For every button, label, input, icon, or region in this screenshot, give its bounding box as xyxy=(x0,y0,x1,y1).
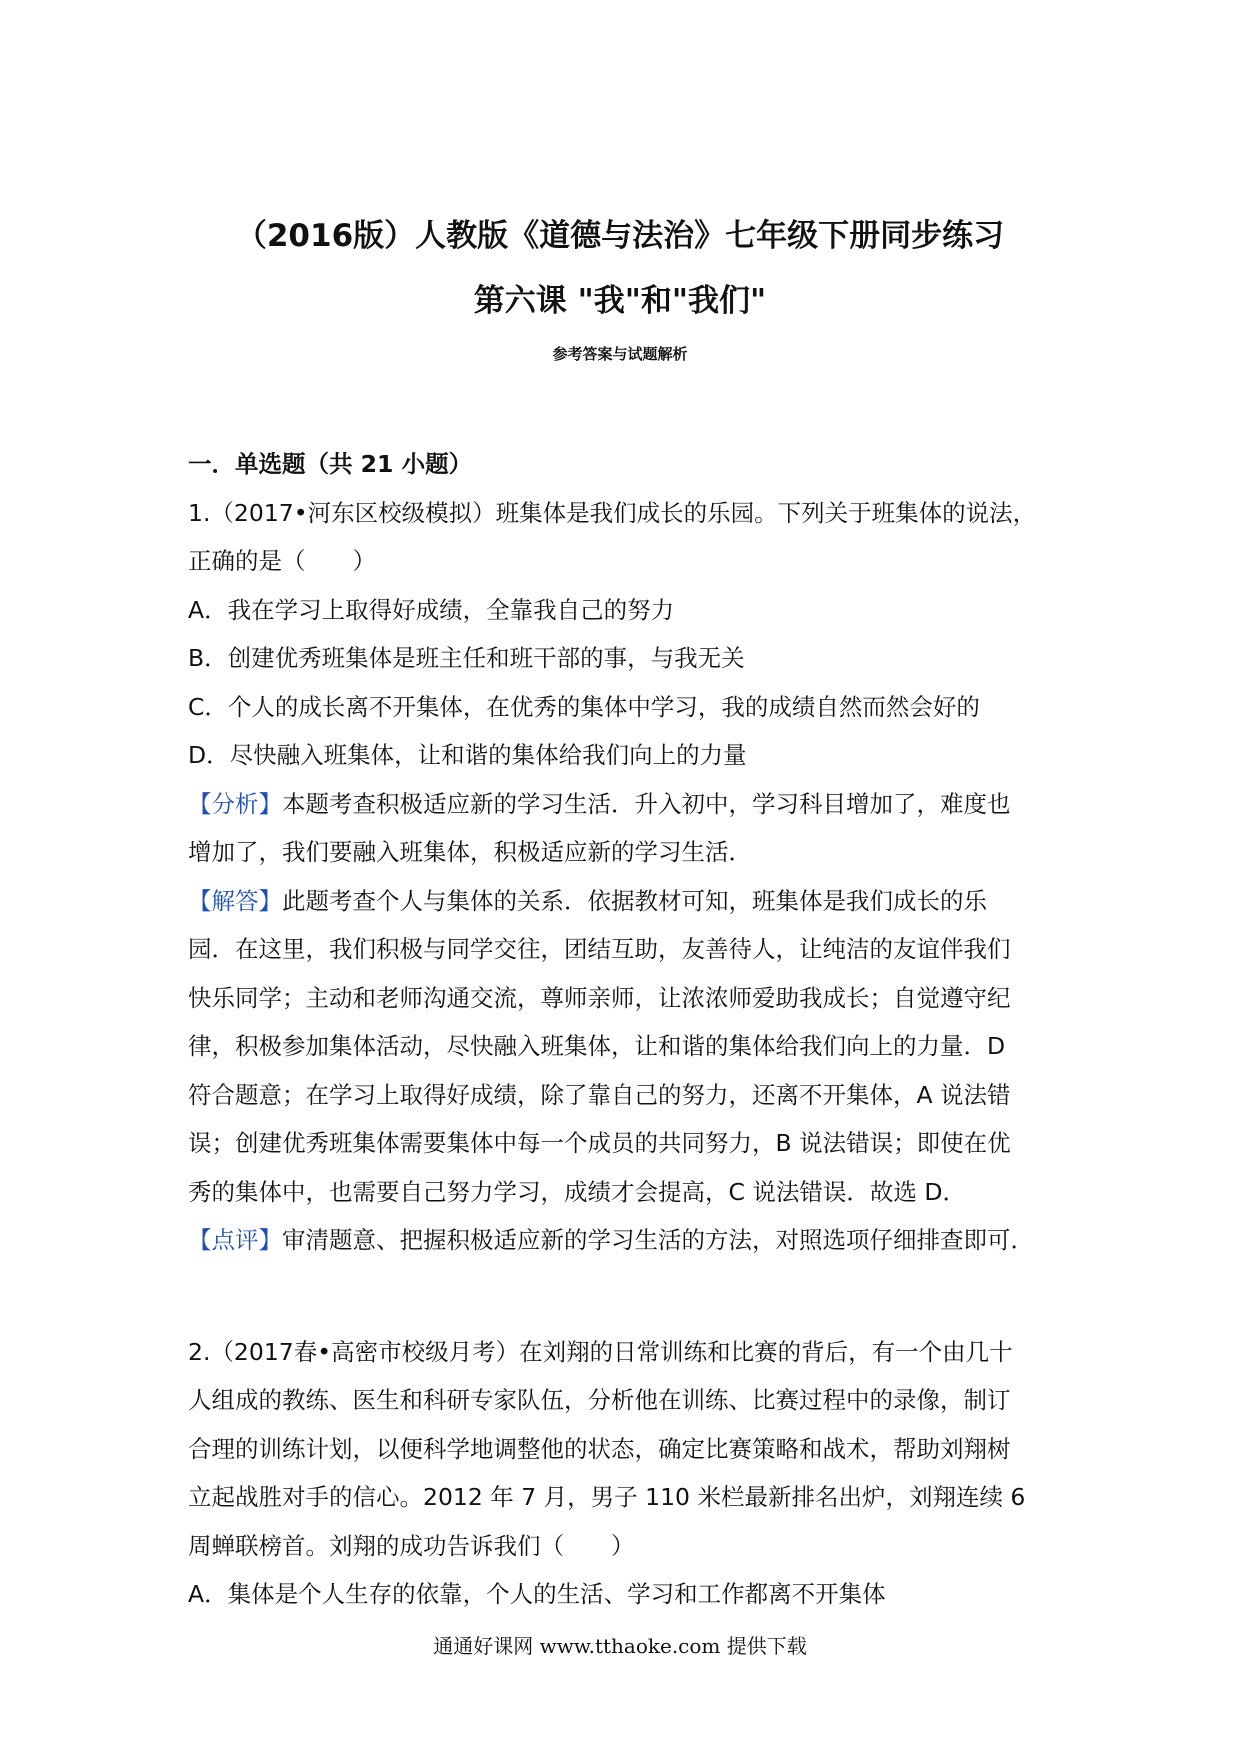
answer-text: 此题考查个人与集体的关系．依据教材可知，班集体是我们成长的乐 xyxy=(282,886,987,915)
q2-stem-line-1: 2.（2017春•高密市校级月考）在刘翔的日常训练和比赛的背后，有一个由几十 xyxy=(188,1337,1013,1366)
q1-answer-line-5: 符合题意；在学习上取得好成绩，除了靠自己的努力，还离不开集体，A 说法错 xyxy=(188,1080,1011,1109)
q1-answer-line-2: 园．在这里，我们积极与同学交往，团结互助，友善待人，让纯洁的友谊伴我们 xyxy=(188,935,1011,963)
document-subtitle: 参考答案与试题解析 xyxy=(552,345,688,363)
q1-answer-line-1 xyxy=(188,877,1058,926)
q2-stem-line-4: 立起战胜对手的信心。2012 年 7 月，男子 110 米栏最新排名出炉，刘翔连续 6 xyxy=(188,1483,1026,1511)
comment-text: 审清题意、把握积极适应新的学习生活的方法，对照选项仔细排查即可． xyxy=(282,1226,1034,1254)
q1-option-a: A．我在学习上取得好成绩，全靠我自己的努力 xyxy=(188,595,675,624)
q2-option-a: A．集体是个人生存的依靠，个人的生活、学习和工作都离不开集体 xyxy=(188,1580,886,1608)
q2-stem-line-3: 合理的训练计划，以便科学地调整他的状态，确定比赛策略和战术，帮助刘翔树 xyxy=(188,1434,1011,1463)
comment-tag: 【点评】 xyxy=(188,1226,282,1254)
q1-answer-line-3: 快乐同学；主动和老师沟通交流，尊师亲师，让浓浓师爱助我成长；自觉遵守纪 xyxy=(188,983,1011,1012)
document-title: （2016版）人教版《道德与法治》七年级下册同步练习 xyxy=(235,218,1005,254)
document-body xyxy=(188,440,1058,1619)
q1-stem-line-1: 1.（2017•河东区校级模拟）班集体是我们成长的乐园。下列关于班集体的说法， xyxy=(188,498,1037,527)
q1-answer-line-7: 秀的集体中，也需要自己努力学习，成绩才会提高，C 说法错误．故选 D． xyxy=(188,1177,966,1206)
page-footer: 通通好课网 www.tthaoke.com 提供下载 xyxy=(433,1634,807,1658)
analysis-tag: 【分析】 xyxy=(188,789,282,818)
q2-stem-line-5: 周蝉联榜首。刘翔的成功告诉我们（ ） xyxy=(188,1531,635,1560)
q1-answer-line-6: 误；创建优秀班集体需要集体中每一个成员的共同努力，B 说法错误；即使在优 xyxy=(188,1129,1011,1157)
q1-option-c: C．个人的成长离不开集体，在优秀的集体中学习，我的成绩自然而然会好的 xyxy=(188,692,980,721)
answer-tag: 【解答】 xyxy=(188,886,282,915)
q1-stem-line-2: 正确的是（ ） xyxy=(188,547,376,575)
question-gap xyxy=(188,1265,1058,1328)
section-heading: 一．单选题（共 21 小题） xyxy=(188,450,473,478)
q1-option-d: D．尽快融入班集体，让和谐的集体给我们向上的力量 xyxy=(188,741,747,769)
q1-answer-line-4: 律，积极参加集体活动，尽快融入班集体，让和谐的集体给我们向上的力量．D xyxy=(188,1032,1006,1060)
q1-comment-line xyxy=(188,1216,1058,1265)
q1-analysis-line-1 xyxy=(188,780,1058,829)
analysis-text: 本题考查积极适应新的学习生活．升入初中，学习科目增加了，难度也 xyxy=(282,789,1011,818)
q1-option-b: B．创建优秀班集体是班主任和班干部的事，与我无关 xyxy=(188,644,745,672)
lesson-title: 第六课 "我"和"我们" xyxy=(473,283,767,319)
q1-analysis-line-2: 增加了，我们要融入班集体，积极适应新的学习生活． xyxy=(188,838,752,866)
q2-stem-line-2: 人组成的教练、医生和科研专家队伍，分析他在训练、比赛过程中的录像，制订 xyxy=(188,1386,1011,1414)
